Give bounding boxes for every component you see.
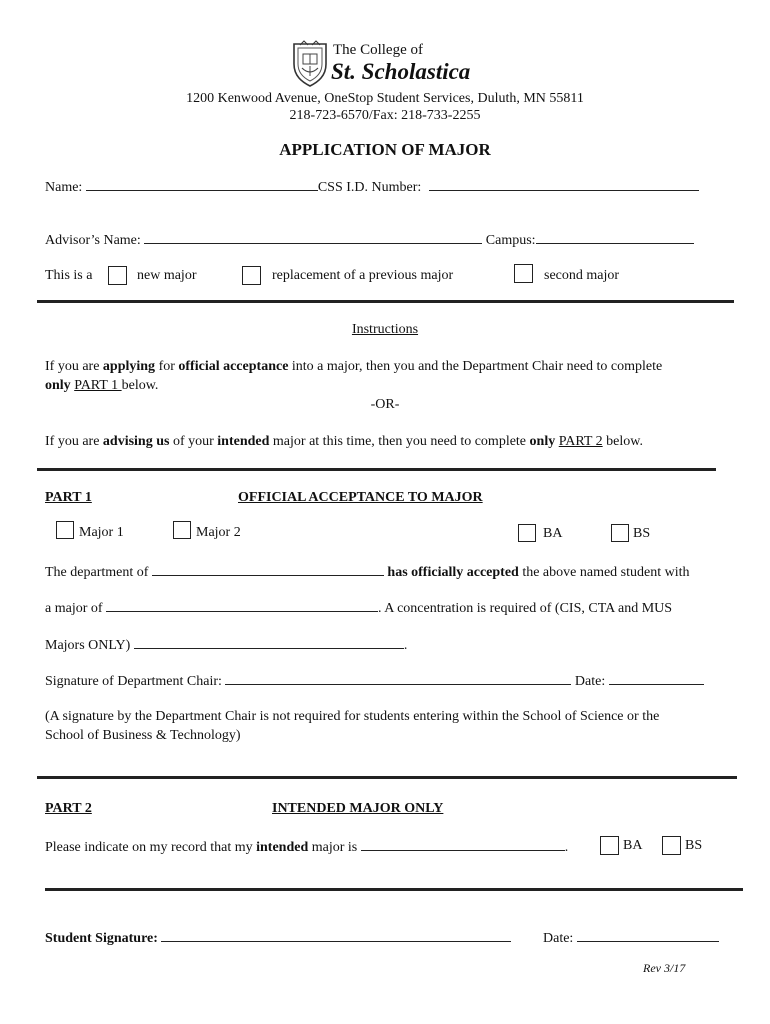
- concentration-field[interactable]: [134, 636, 404, 649]
- part1-ba-checkbox[interactable]: [518, 524, 536, 542]
- chair-note-line2: School of Business & Technology): [45, 728, 241, 743]
- part2-ba-checkbox[interactable]: [600, 836, 619, 855]
- text-bold: intended: [256, 840, 309, 855]
- intended-major-field[interactable]: [361, 838, 565, 851]
- part1-bs-label: BS: [633, 526, 651, 541]
- student-signature-field[interactable]: [161, 929, 511, 942]
- text: below.: [602, 434, 643, 449]
- instructions-heading: Instructions: [351, 322, 419, 337]
- instructions-p1-line1: [45, 359, 662, 375]
- new-major-checkbox[interactable]: [108, 266, 127, 285]
- college-name-line1: The College of: [333, 42, 423, 58]
- text: the above named student with: [518, 565, 690, 580]
- part2-bs-label: BS: [685, 838, 703, 853]
- name-field[interactable]: [86, 178, 318, 191]
- text: .: [564, 840, 569, 855]
- text: Please indicate on my record that my: [45, 840, 257, 855]
- text-bold: advising us: [102, 434, 170, 449]
- text-bold: intended: [217, 434, 270, 449]
- chair-note-line1: (A signature by the Department Chair is not required for students entering within the School of Science or the: [45, 709, 660, 724]
- part1-heading: OFFICIAL ACCEPTANCE TO MAJOR: [238, 490, 483, 505]
- text: The department of: [45, 565, 149, 580]
- chair-signature-row: [45, 672, 704, 690]
- text: Signature of Department Chair:: [45, 674, 222, 689]
- replacement-label: replacement of a previous major: [272, 268, 454, 283]
- part2-ba-label: BA: [623, 838, 643, 853]
- this-is-a-label: This is a: [45, 268, 93, 283]
- text: into a major, then you and the Department Chair need to complete: [288, 359, 663, 374]
- department-row: [45, 563, 690, 581]
- divider: [37, 776, 737, 779]
- college-seal-icon: [290, 40, 330, 88]
- text: Date:: [574, 674, 606, 689]
- divider: [37, 300, 734, 303]
- part1-label: PART 1: [45, 490, 92, 505]
- second-major-label: second major: [544, 268, 620, 283]
- part2-reference: PART 2: [558, 434, 603, 449]
- student-date-field[interactable]: [577, 929, 719, 942]
- page-title: APPLICATION OF MAJOR: [279, 140, 491, 159]
- replacement-checkbox[interactable]: [242, 266, 261, 285]
- text: If you are: [45, 359, 103, 374]
- text: for: [155, 359, 179, 374]
- name-row: [45, 178, 699, 196]
- student-date-row: [543, 929, 719, 947]
- part2-bs-checkbox[interactable]: [662, 836, 681, 855]
- college-name-line2: St. Scholastica: [331, 59, 471, 84]
- advisor-row: [45, 231, 694, 249]
- text-bold: applying: [102, 359, 156, 374]
- part1-ba-label: BA: [543, 526, 563, 541]
- chair-signature-field[interactable]: [225, 672, 571, 685]
- text: a major of: [45, 601, 103, 616]
- revision-label: Rev 3/17: [643, 961, 686, 975]
- text: . A concentration is required of (CIS, CTA and MUS: [378, 601, 673, 616]
- text: Date:: [543, 931, 574, 946]
- text-bold: Student Signature:: [45, 931, 158, 946]
- divider: [45, 888, 743, 891]
- chair-date-field[interactable]: [609, 672, 704, 685]
- text: If you are: [45, 434, 103, 449]
- text-bold: has officially accepted: [387, 565, 519, 580]
- major1-checkbox[interactable]: [56, 521, 74, 539]
- cssid-label: CSS I.D. Number:: [317, 180, 422, 195]
- intended-major-row: [45, 838, 568, 856]
- advisor-label: Advisor’s Name:: [45, 233, 141, 248]
- text-bold: only: [529, 434, 556, 449]
- part2-label: PART 2: [45, 801, 92, 816]
- major-of-row: [45, 599, 672, 617]
- campus-field[interactable]: [536, 231, 694, 244]
- text: of your: [169, 434, 218, 449]
- department-field[interactable]: [152, 563, 384, 576]
- text: Majors ONLY): [45, 638, 131, 653]
- new-major-label: new major: [137, 268, 197, 283]
- major-field[interactable]: [106, 599, 378, 612]
- text: below.: [121, 378, 159, 393]
- second-major-checkbox[interactable]: [514, 264, 533, 283]
- phone-fax: 218-723-6570/Fax: 218-733-2255: [289, 108, 481, 123]
- text-bold: only: [45, 378, 71, 393]
- part2-heading: INTENDED MAJOR ONLY: [272, 801, 444, 816]
- campus-label: Campus:: [485, 233, 536, 248]
- text: major at this time, then you need to complete: [269, 434, 530, 449]
- divider: [37, 468, 716, 471]
- advisor-field[interactable]: [144, 231, 482, 244]
- student-signature-row: [45, 929, 511, 947]
- or-separator: -OR-: [370, 397, 400, 412]
- text: major is: [308, 840, 358, 855]
- text: .: [403, 638, 408, 653]
- major2-label: Major 2: [196, 525, 241, 540]
- major2-checkbox[interactable]: [173, 521, 191, 539]
- address: 1200 Kenwood Avenue, OneStop Student Services, Duluth, MN 55811: [186, 91, 584, 106]
- cssid-field[interactable]: [429, 178, 699, 191]
- instructions-p1-line2: [45, 378, 158, 394]
- instructions-p2: [45, 434, 643, 450]
- major1-label: Major 1: [79, 525, 124, 540]
- majors-only-row: [45, 636, 407, 654]
- part1-bs-checkbox[interactable]: [611, 524, 629, 542]
- part1-reference: PART 1: [74, 378, 122, 393]
- text-bold: official acceptance: [178, 359, 289, 374]
- name-label: Name:: [45, 180, 83, 195]
